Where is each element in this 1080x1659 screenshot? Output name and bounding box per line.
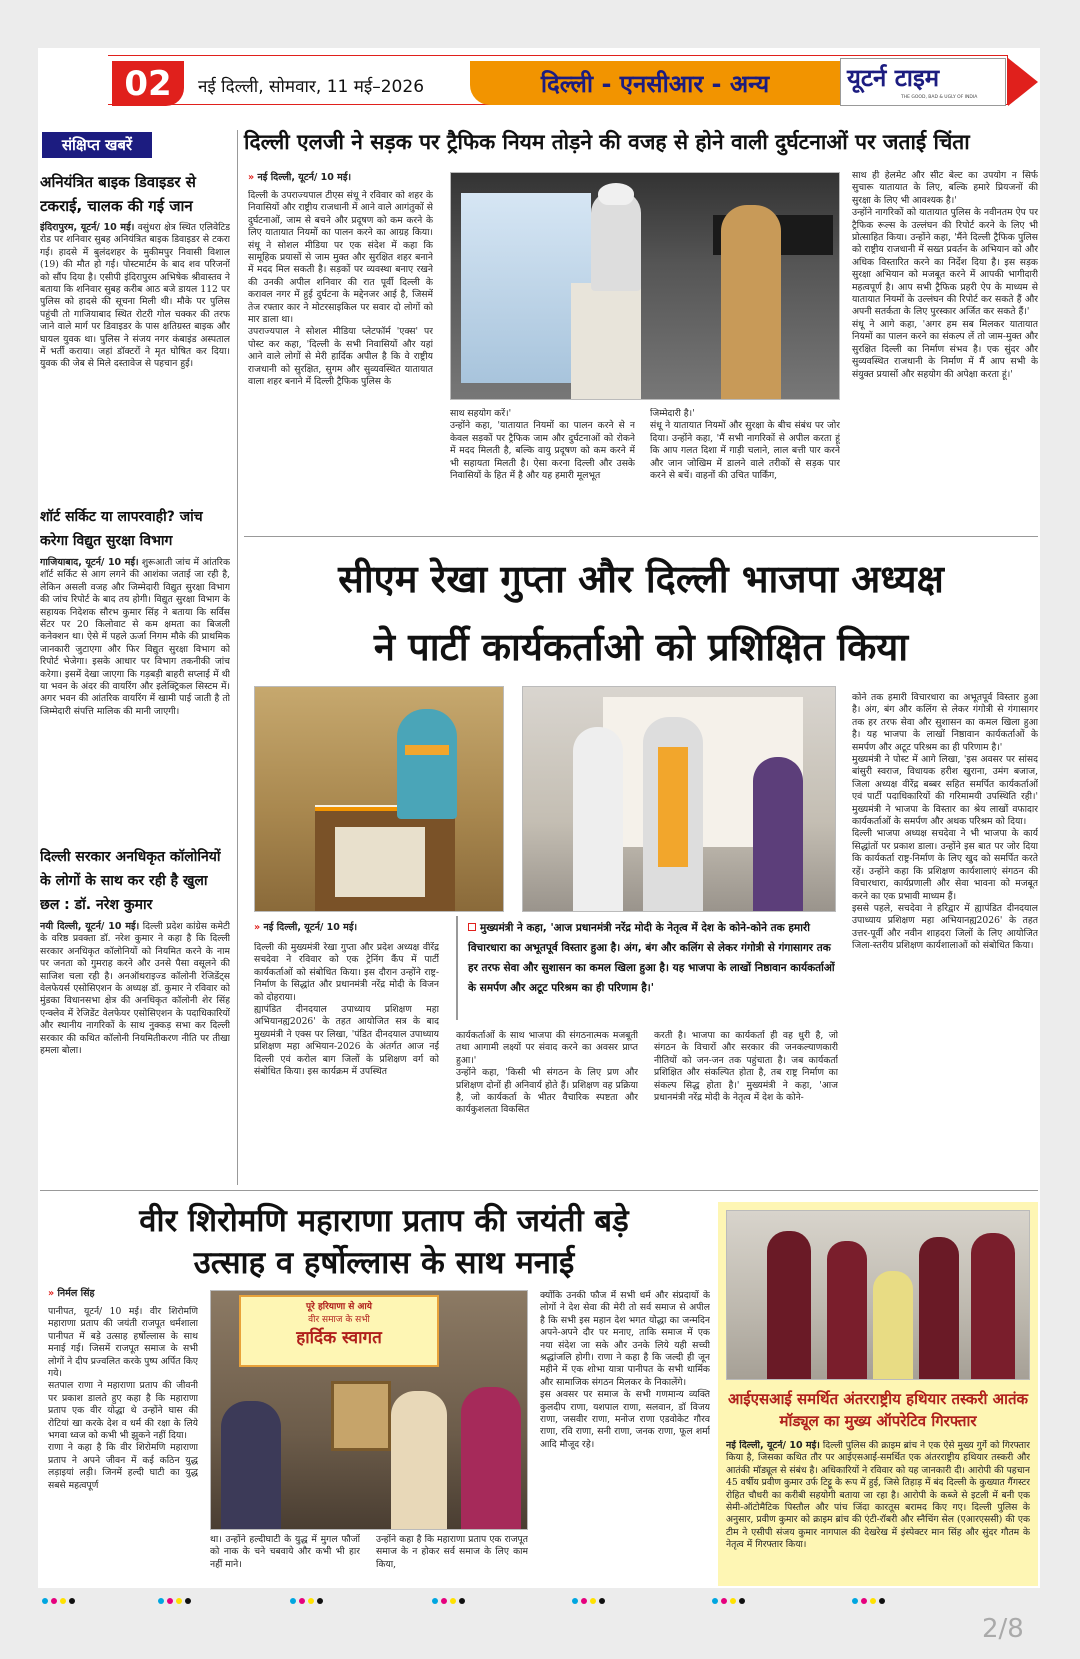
brief-2	[40, 505, 230, 835]
brief-3	[40, 845, 230, 1185]
accused	[873, 1271, 913, 1380]
story-1-dateline: » नई दिल्ली, यूटर्न/ 10 मई।	[248, 172, 352, 183]
welcome-banner-line-1: पूरे हरियाणा से आये	[306, 1302, 372, 1312]
header-dateline: नई दिल्ली, सोमवार, 11 मई–2026	[198, 77, 425, 97]
story-3-headline-line-1: वीर शिरोमणि महाराणा प्रताप की जयंती बड़े	[139, 1203, 629, 1239]
story-2-headline-line-1: सीएम रेखा गुप्ता और दिल्ली भाजपा अध्यक्ष	[338, 557, 944, 601]
brief-2-body: शुरूआती जांच में आंतरिक शॉर्ट सर्किट से आग लगने की आशंका जताई जा रही है, लेकिन असली वजह और जिम्मेदारी विद्युत सुरक्षा विभाग की जांच रिपोर्ट के बाद तय होगी। विद्युत सुरक्षा विभाग के सहायक निदेशक सौरभ कुमार सिंह ने बताया कि सर्विस सेंटर पर 20 किलोवाट से कम क्षमता का बिजली कनेक्शन था। ऐसे में पहले ऊर्जा निगम मौके की प्राथमिक जानकारी जुटाएगा और फिर विद्युत सुरक्षा विभाग को रिपोर्ट भेजेगा। इसके आधार पर विभाग तकनीकी जांच करेगा। इसमें देखा जाएगा कि गड़बड़ी बाहरी सप्लाई में थी या भवन के अंदर की वायरिंग और इलेक्ट्रिकल सिस्टम में। अगर भवन की आंतरिक वायरिंग में खामी पाई जाती है तो जिम्मेदारी संपत्ति मालिक की मानी जाएगी।	[40, 557, 230, 717]
brief-2-dateline: गाजियाबाद, यूटर्न/ 10 मई।	[40, 557, 139, 568]
story-2-headline-line-2: ने पार्टी कार्यकर्ताओ को प्रशिक्षित किया	[373, 625, 909, 669]
quote-square-icon	[468, 923, 476, 931]
story-2-col-4: कोने तक हमारी विचारधारा का अभूतपूर्व विस्तार हुआ है। अंग, बंग और कलिंग से लेकर गंगोत्री से गंगासागर तक हर तरफ सेवा और सुशासन का कमल खिला हुआ है। यह भाजपा के लाखों निष्ठावान कार्यकर्ताओं के समर्पण और अटूट परिश्रम का ही परिणाम है।' मुख्यमंत्री ने पोस्ट में आगे लिखा, 'इस अवसर पर सांसद बांसुरी स्वराज, विधायक हरीश खुराना, उमंग बजाज, जिला अध्यक्ष वीरेंद्र बब्बर सहित समर्पित कार्यकर्ताओं एवं पार्टी पदाधिकारियों की गरिमामयी उपस्थिति रही।' मुख्यमंत्री ने भाजपा के विस्तार का श्रेय लाखों वफादार कार्यकर्ताओं के समर्पण और अथक परिश्रम को दिया। दिल्ली भाजपा अध्यक्ष सचदेवा ने भी भाजपा के कार्य सिद्धांतों पर प्रकाश डाला। उन्होंने इस बात पर जोर दिया कि कार्यकर्ता राष्ट्र-निर्माण के लिए खुद को समर्पित करते रहें। उन्होंने कहा कि प्रशिक्षण कार्यशालाएं संगठन की विचारधारा, कार्यप्रणाली और सेवा भावना को मजबूत करने का एक प्रभावी माध्यम हैं। इससे पहले, सचदेवा ने हरिद्वार में ह्यापंडित दीनदयाल उपाध्याय प्रशिक्षण महा अभियानह्य2026' के तहत उत्तर-पूर्वी और नवीन शाहदरा जिलों के लिए आयोजित जिला-स्तरीय प्रशिक्षण कार्यशालाओं को संबोधित किया।	[852, 692, 1038, 952]
arrest-photo	[726, 1210, 1030, 1380]
brief-1	[40, 170, 230, 490]
page-indicator[interactable]: 2/8	[982, 1614, 1024, 1644]
crowd-left	[221, 1401, 281, 1530]
saffron-scarf	[405, 745, 449, 755]
crowd-center	[391, 1391, 447, 1530]
section-banner	[470, 61, 840, 105]
section-title: दिल्ली - एनसीआर - अन्य	[540, 69, 770, 98]
brief-1-body: वसुंधरा क्षेत्र स्थित एलिवेटिड रोड पर शनिवार सुबह अनियंत्रित बाइक डिवाइडर से टकरा गई। हादसे में बुलंदशहर के मुकीमपुर निवासी विशाल (19) की मौत हो गई। पोस्टमार्टम के बाद शव परिजनों को सौंप दिया है। एसीपी इंदिरापुरम अभिषेक श्रीवास्तव ने बताया कि शनिवार सुबह करीब आठ बजे डायल 112 पर पुलिस को हादसे की सूचना मिली थी। मौके पर पुलिस पहुंची तो गाजियाबाद स्थित रोटरी गोल चक्कर की तरफ जाने वाले मार्ग पर डिवाइडर के पास क्षतिग्रस्त बाइक और घायल युवक था। पुलिस ने संजय नगर कंबाइंड अस्पताल में भर्ती कराया। जहां डॉक्टरों ने मृत घोषित कर दिया। युवक की जेब से मिले दस्तावेज से पहचान हुई।	[40, 222, 230, 370]
officer-4	[971, 1233, 1015, 1380]
cm-speech-photo	[254, 686, 504, 912]
story-1-headline: दिल्ली एलजी ने सड़क पर ट्रैफिक नियम तोड़ने की वजह से होने वाली दुर्घटनाओं पर जताई चिंता	[244, 130, 970, 154]
header-arrow-icon	[1008, 58, 1038, 106]
cm-figure	[397, 709, 457, 819]
podium	[571, 283, 641, 400]
portrait-frame	[331, 1381, 391, 1451]
person-left	[573, 727, 623, 912]
story-4-dateline: नई दिल्ली, यूटर्न/ 10 मई।	[726, 1440, 820, 1451]
story-3-byline: » निर्मल सिंह	[48, 1288, 95, 1299]
brief-3-body: दिल्ली प्रदेश कांग्रेस कमेटी के वरिष्ठ प्रवक्ता डॉ. नरेश कुमार ने कहा है कि दिल्ली सरकार अनधिकृत कॉलोनियों को नियमित करने के नाम पर जनता को गुमराह करने और उनसे पैसा वसूलने की साजिश चला रही है। अनऑथराइज्ड कॉलोनी रेजिडेंट्स वेलफेयर्स एसोसिएशन के अध्यक्ष डॉ. कुमार ने रविवार को मुंडका विधानसभा क्षेत्र की अनधिकृत कॉलोनी शेर सिंह एन्क्लेव में रेजिडेंट वेलफेयर एसोसिएशन के पदाधिकारियों और स्थानीय नागरिकों के साथ नुक्कड़ सभा कर दिल्ली सरकार की कथित कॉलोनी नियमितीकरण नीति पर तीखा हमला बोला।	[40, 921, 230, 1057]
brand-tagline: THE GOOD, BAD & UGLY OF INDIA	[901, 95, 978, 100]
welcome-banner-line-3: हार्दिक स्वागत	[296, 1328, 382, 1348]
officer-2	[827, 1241, 867, 1380]
story-3-col-4: क्योंकि उनकी फौज में सभी धर्म और संप्रदायों के लोगों ने देश सेवा की मेरी तो सर्व समाज से अपील है कि सभी इस महान देश भगत योद्धा का जन्मदिन अपने-अपने दौर पर मनाए, ताकि समाज में एक नया संदेश जा सके और उनके लिये यही सच्ची श्रद्धांजलि होगी। राणा ने कहा है कि जल्दी ही जून महीने में एक शोभा यात्रा पानीपत के सभी धार्मिक और सामाजिक संगठन मिलकर के निकालेंगे। इस अवसर पर समाज के सभी गणमान्य व्यक्ति कुलदीप राणा, यशपाल राणा, सलवान, डॉ विजय राणा, जसवीर राणा, मनोज राणा एडवोकेट गौरव राणा, रवि राणा, सनी राणा, जनक राणा, फूल शर्मा आदि मौजूद रहे।	[540, 1290, 710, 1450]
sidebar-label: संक्षिप्त खबरें	[42, 132, 152, 158]
speaker-turban	[598, 183, 634, 205]
welcome-banner	[239, 1295, 439, 1367]
story-3-col-2: था। उन्होंने हल्दीघाटी के युद्ध में मुगल फौजों को नाक के चने चबवाये और कभी भी हार नहीं माने।	[210, 1534, 360, 1570]
crowd-right	[461, 1387, 521, 1530]
brief-1-title: अनियंत्रित बाइक डिवाइडर से टकराई, चालक की गई जान	[40, 173, 196, 215]
registration-dots-6	[712, 1598, 745, 1604]
registration-dots-1	[42, 1598, 75, 1604]
story-3-col-1: पानीपत, यूटर्न/ 10 मई। वीर शिरोमणि महाराणा प्रताप की जयंती राजपूत धर्मशाला पानीपत में बड़े उत्साह हर्षोल्लास के साथ मनाई गई। जिसमें राजपूत समाज के सभी लोगों ने दीप प्रज्वलित करके पुष्प अर्पित किए गये। सतपाल राणा ने महाराणा प्रताप की जीवनी पर प्रकाश डालते हुए कहा है कि महाराणा प्रताप एक वीर योद्धा थे उन्होंने घास की रोटियां खा करके देश व धर्म की रक्षा के लिये भगवा ध्वज को कभी भी झुकने नहीं दिया। राणा ने कहा है कि वीर शिरोमणि महाराणा प्रताप ने अपने जीवन में कई कठिन युद्ध लड़ाइयां लड़ी। जिनमें हल्दी घाटी का युद्ध सबसे महत्वपूर्ण	[48, 1306, 198, 1491]
registration-dots-5	[572, 1598, 605, 1604]
page-number: 02	[124, 63, 172, 104]
jayanti-event-photo	[210, 1290, 528, 1530]
story-divider-2	[40, 1190, 1038, 1191]
story-4-body: नई दिल्ली, यूटर्न/ 10 मई। दिल्ली पुलिस की क्राइम ब्रांच ने एक ऐसे मुख्य गुर्गे को गिरफ्तार किया है, जिसका कथित तौर पर आईएसआई-समर्थित एक अंतरराष्ट्रीय हथियार तस्करी और आतंकी मॉड्यूल से संबंध है। अधिकारियों ने रविवार को यह जानकारी दी। आरोपी की पहचान 45 वर्षीय प्रवीण कुमार उर्फ टिट्टू के रूप में हुई, जिसे तिहाड़ में बंद दिल्ली के कुख्यात गैंगस्टर रोहित चौधरी का करीबी सहयोगी बताया जा रहा है। आरोपी के कब्जे से इटली में बनी एक सेमी-ऑटोमैटिक पिस्तौल और पांच जिंदा कारतूस बरामद किए गए। दिल्ली पुलिस के अनुसार, प्रवीण कुमार को क्राइम ब्रांच की एंटी-रॉबरी और स्नैचिंग सेल (एआरएससी) की एक टीम ने एसीपी संजय कुमार नागपाल की देखरेख में इंस्पेक्टर मान सिंह और सुंदर गौतम के नेतृत्व में गिरफ्तार किया।	[726, 1440, 1030, 1551]
brief-1-dateline: इंदिरापुरम, यूटर्न/ 10 मई।	[40, 222, 135, 233]
story-2-quote-box	[456, 916, 838, 1020]
officer-1	[767, 1231, 811, 1380]
story-1-col-2: साथ सहयोग करें।' उन्होंने कहा, 'यातायात नियमों का पालन करने से न केवल सड़कों पर ट्रैफिक जाम और दुर्घटनाओं को रोकने में मदद मिलती है, बल्कि वायु प्रदूषण को कम करने में भी सहायता मिलती है। ऐसा करना दिल्ली और उसके निवासियों के हित में है और यह हमारी मूलभूत	[450, 408, 635, 482]
saffron-stole	[658, 747, 688, 867]
brief-3-dateline: नयी दिल्ली, यूटर्न/ 10 मई।	[40, 921, 140, 932]
person-right	[753, 757, 803, 912]
story-2-col-1: दिल्ली की मुख्यमंत्री रेखा गुप्ता और प्रदेश अध्यक्ष वीरेंद्र सचदेवा ने रविवार को एक ट्रेनिंग कैंप में पार्टी कार्यकर्ताओं को संबोधित किया। इस दौरान उन्होंने राष्ट्र-निर्माण के सिद्धांत और प्रधानमंत्री नरेंद्र मोदी के विजन को दोहराया। ह्यापंडित दीनदयाल उपाध्याय प्रशिक्षण महा अभियानह्य2026' के तहत आयोजित सत्र के बाद मुख्यमंत्री ने एक्स पर लिखा, 'पंडित दीनदयाल उपाध्याय प्रशिक्षण महा अभियान-2026 के अंतर्गत आज नई दिल्ली एवं करोल बाग जिलों के प्रशिक्षण वर्ग को संबोधित किया। इस कार्यक्रम में उपस्थित	[254, 942, 439, 1078]
registration-dots-2	[158, 1598, 191, 1604]
sidebar-divider	[237, 130, 238, 1185]
story-2-col-3: करती है। भाजपा का कार्यकर्ता ही वह धुरी है, जो संगठन के विचारों और सरकार की जनकल्याणकारी नीतियों को जन-जन तक पहुंचाता है। जब कार्यकर्ता प्रशिक्षित और संकल्पित होता है, तब राष्ट्र निर्माण का संकल्प सिद्ध होता है।' मुख्यमंत्री ने कहा, 'आज प्रधानमंत्री नरेंद्र मोदी के नेतृत्व में देश के कोने-	[654, 1030, 838, 1104]
registration-dots-4	[432, 1598, 465, 1604]
brief-3-title: दिल्ली सरकार अनधिकृत कॉलोनियों के लोगों के साथ कर रही है खुला छल : डॉ. नरेश कुमार	[40, 849, 221, 913]
story-3-col-3: उन्होंने कहा है कि महाराणा प्रताप एक राजपूत समाज के न होकर सर्व समाज के लिए काम किया,	[376, 1534, 528, 1570]
officer-3	[919, 1237, 959, 1380]
registration-dots-7	[852, 1598, 885, 1604]
story-1-col-4: साथ ही हेलमेट और सीट बेल्ट का उपयोग न सिर्फ सुचारू यातायात के लिए, बल्कि हमारे प्रियजनों की सुरक्षा के लिए भी आवश्यक है।' उन्होंने नागरिकों को यातायात पुलिस के नवीनतम ऐप पर ट्रैफिक रूल्स के उल्लंघन की रिपोर्ट करने के लिए भी प्रोत्साहित किया। उन्होंने कहा, 'मैंने दिल्ली ट्रैफिक पुलिस को राष्ट्रीय राजधानी में सख्त प्रवर्तन के अभियान को और अधिक विस्तारित करने का निर्देश दिया है। इस सड़क सुरक्षा अभियान को मजबूत करने में आपकी भागीदारी महत्वपूर्ण है। आप सभी ट्रैफिक प्रहरी ऐप के माध्यम से यातायात नियमों के उल्लंघन की रिपोर्ट कर सकते हैं और अपनी सतर्कता के लिए पुरस्कार अर्जित कर सकते हैं।' संधू ने आगे कहा, 'अगर हम सब मिलकर यातायात नियमों का पालन करने का संकल्प लें तो जाम-मुक्त और सुरक्षित दिल्ली का निर्माण संभव है। एक सुंदर और सुव्यवस्थित राजधानी के निर्माण में मैं आप सभी के संयुक्त प्रयासों और सहयोग की अपेक्षा करता हूं।'	[852, 170, 1038, 380]
welcome-banner-line-2: वीर समाज के सभी	[308, 1315, 370, 1325]
brand-logo	[840, 58, 1006, 106]
lg-event-photo	[450, 172, 840, 400]
story-3-headline-line-2: उत्साह व हर्षोल्लास के साथ मनाई	[193, 1245, 575, 1281]
registration-dots-3	[290, 1598, 323, 1604]
story-2-dateline: » नई दिल्ली, यूटर्न/ 10 मई।	[254, 922, 358, 933]
brand-name: यूटर्न टाइम	[847, 64, 940, 92]
story-2-col-2: कार्यकर्ताओं के साथ भाजपा की संगठनात्मक मजबूती तथा आगामी लक्ष्यों पर संवाद करने का अवसर प्राप्त हुआ।' उन्होंने कहा, 'किसी भी संगठन के लिए प्रण और प्रशिक्षण दोनों ही अनिवार्य होते हैं। प्रशिक्षण वह प्रक्रिया है, जो कार्यकर्ता के भीतर वैचारिक स्पष्टता और कार्यकुशलता विकसित	[456, 1030, 638, 1116]
speaker-figure	[591, 191, 641, 291]
lectern-poster	[335, 827, 425, 897]
story-1-col-1: दिल्ली के उपराज्यपाल टीएस संधू ने रविवार को शहर के निवासियों और राष्ट्रीय राजधानी में आने वाले आगंतुकों से दुर्घटनाओं, जाम से बचने और प्रदूषण को कम करने के लिए यातायात नियमों का पालन करने का आग्रह किया। संधू ने सोशल मीडिया पर एक संदेश में कहा कि सामूहिक प्रयासों से जाम मुक्त और सुरक्षित शहर बनाने में मदद मिल सकती है। सड़कों पर व्यवस्था बनाए रखने की उनकी अपील शनिवार की रात पूर्वी दिल्ली के करावल नगर में हुई दुर्घटना के मद्देनजर आई है, जिसमें तेज रफ्तार कार ने मोटरसाइकिल पर सवार दो लोगों को मार डाला था। उपराज्यपाल ने सोशल मीडिया प्लेटफॉर्म 'एक्स' पर पोस्ट कर कहा, 'दिल्ली के सभी निवासियों और यहां आने वाले लोगों से मेरी हार्दिक अपील है कि वे राष्ट्रीय राजधानी को सुरक्षित, सुगम और सुव्यवस्थित यातायात वाला शहर बनाने में दिल्ली ट्रैफिक पुलिस के	[248, 190, 433, 388]
story-4-headline: आईएसआई समर्थित अंतरराष्ट्रीय हथियार तस्करी आतंक मॉड्यूल का मुख्य ऑपरेटिव गिरफ्तार	[727, 1390, 1029, 1430]
officer-figure	[721, 205, 781, 400]
brief-2-title: शॉर्ट सर्किट या लापरवाही? जांच करेगा विद्युत सुरक्षा विभाग	[40, 509, 203, 549]
story-2-quote: मुख्यमंत्री ने कहा, 'आज प्रधानमंत्री नरेंद्र मोदी के नेतृत्व में देश के कोने-कोने तक हमारी विचारधारा का अभूतपूर्व विस्तार हुआ है। अंग, बंग और कलिंग से लेकर गंगोत्री से गंगासागर तक हर तरफ सेवा और सुशासन का कमल खिला हुआ है। यह भाजपा के लाखों निष्ठावान कार्यकर्ताओं के समर्पण और अटूट परिश्रम का ही परिणाम है।'	[468, 922, 835, 994]
page-number-badge	[112, 61, 184, 106]
story-divider-1	[244, 536, 1038, 537]
story-1-col-3: जिम्मेदारी है।' संधू ने यातायात नियमों और सुरक्षा के बीच संबंध पर जोर दिया। उन्होंने कहा, 'मैं सभी नागरिकों से अपील करता हूं कि आप गलत दिशा में गाड़ी चलाने, लाल बत्ती पार करने और जान जोखिम में डालने वाले तरीकों से सड़क पार करने से बचें। वाहनों की उचित पार्किंग,	[650, 408, 840, 482]
bjp-felicitation-photo	[522, 686, 836, 912]
